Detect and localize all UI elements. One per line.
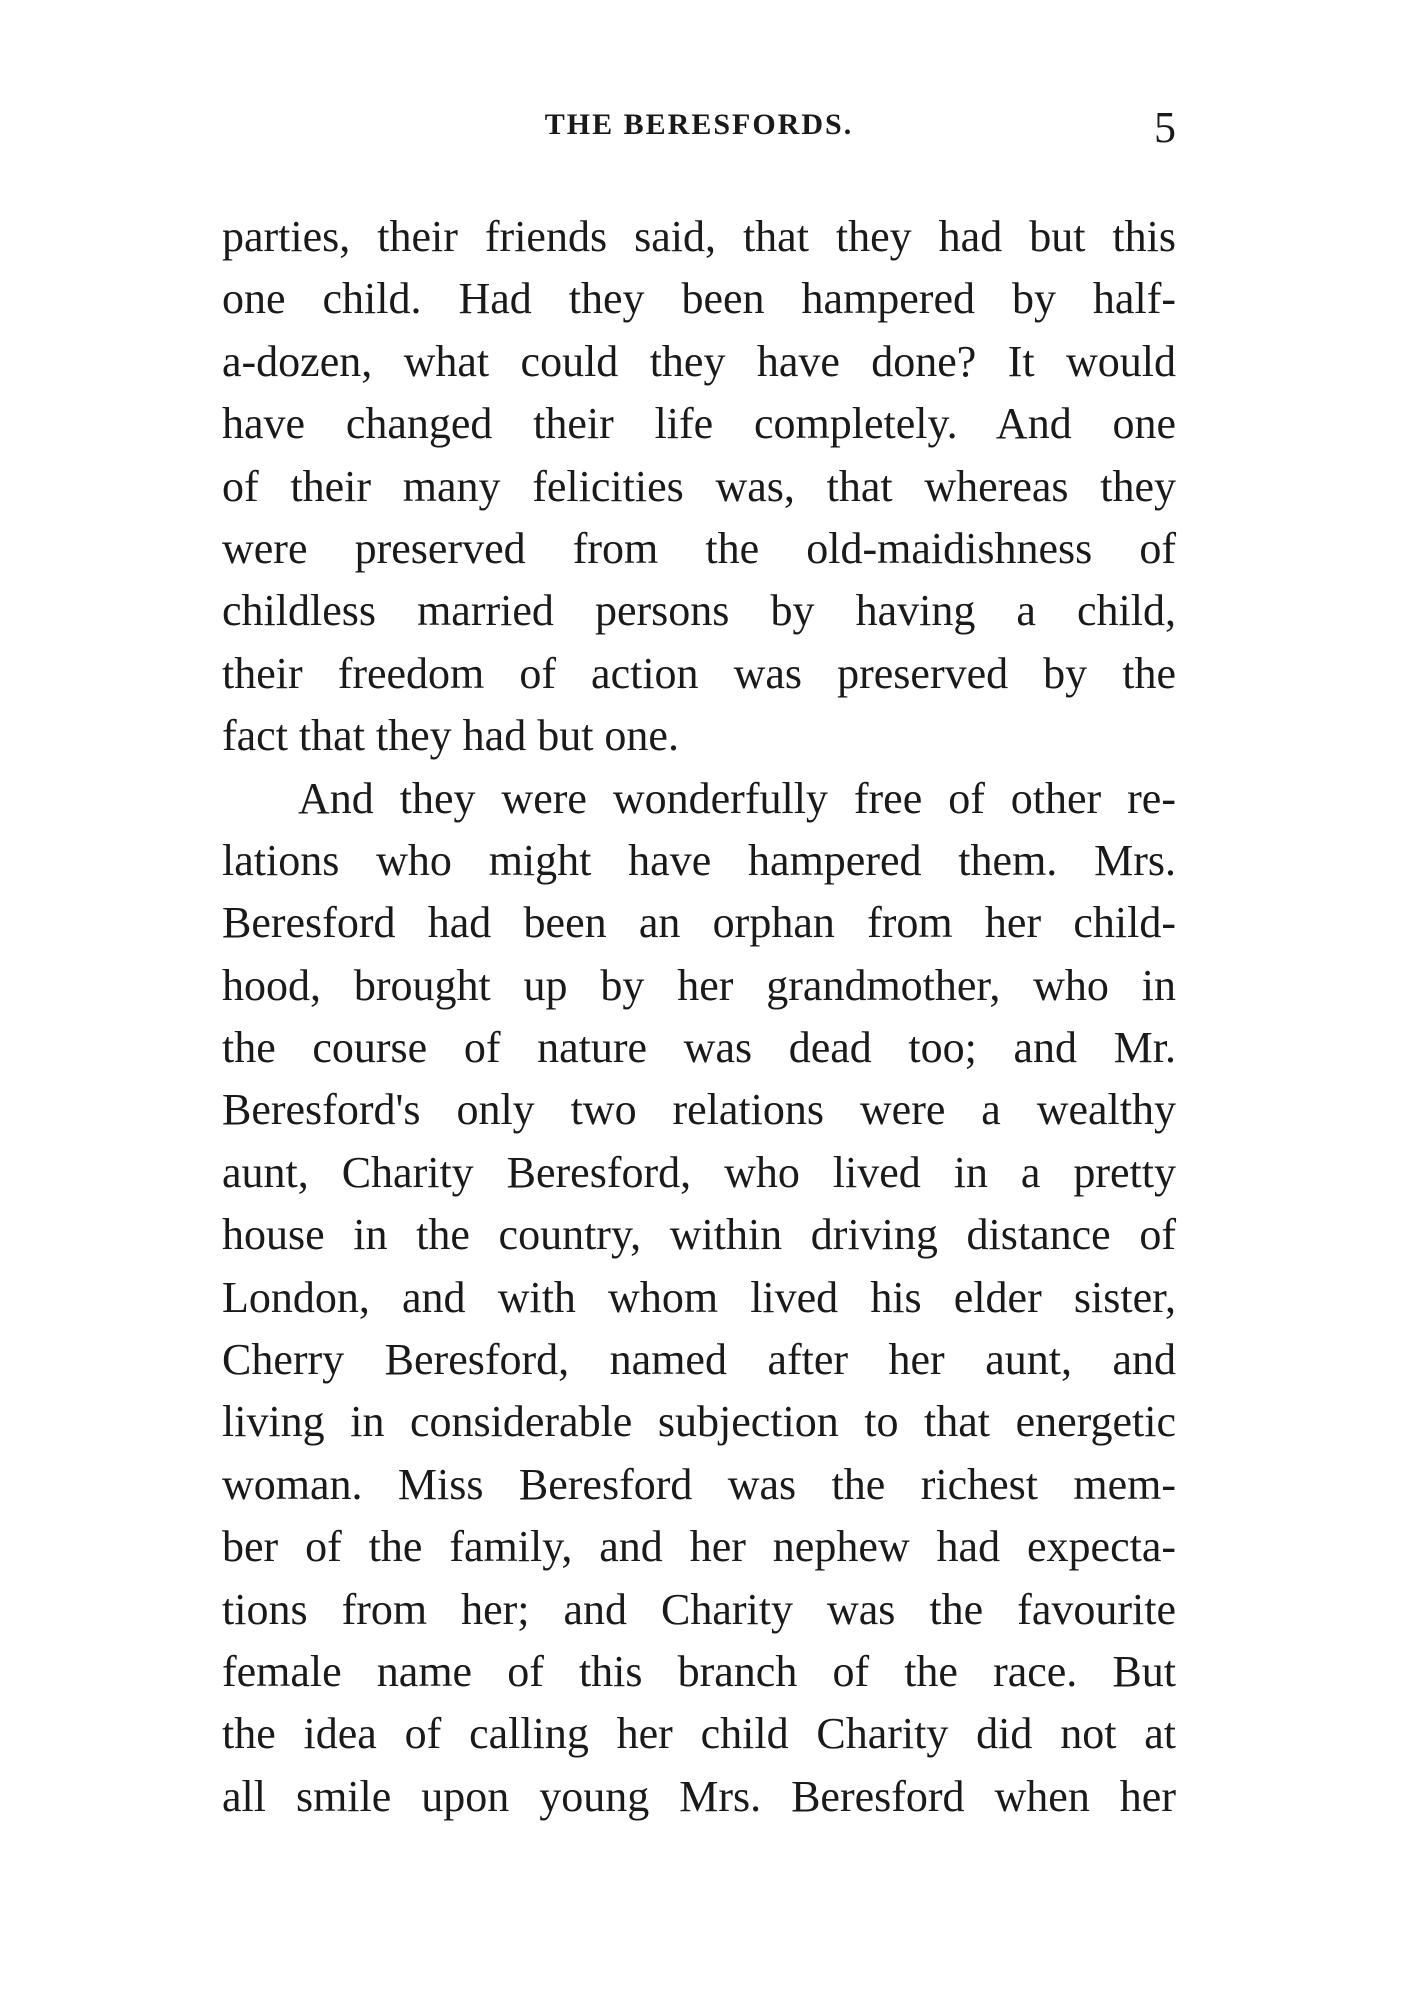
text-line: childless married persons by having a child, [222, 586, 1176, 636]
running-head: THE BERESFORDS. [544, 108, 854, 141]
text-line: house in the country, within driving distance of [222, 1210, 1176, 1260]
text-line: their freedom of action was preserved by the [222, 648, 1176, 698]
text-line: And they were wonderfully free of other re- [298, 773, 1176, 823]
page-header [222, 103, 1176, 158]
text-line: hood, brought up by her grandmother, who in [222, 960, 1176, 1010]
text-line: woman. Miss Beresford was the richest mem- [222, 1459, 1176, 1509]
text-line: Beresford's only two relations were a wealthy [222, 1085, 1176, 1135]
text-line: were preserved from the old-maidishness of [222, 523, 1176, 573]
text-line: Beresford had been an orphan from her child- [222, 898, 1176, 948]
text-line: one child. Had they been hampered by half- [222, 274, 1176, 324]
text-line: a-dozen, what could they have done? It would [222, 336, 1176, 386]
page-number: 5 [1154, 103, 1176, 152]
text-line: fact that they had but one. [222, 711, 679, 761]
text-line: living in considerable subjection to that energetic [222, 1397, 1176, 1447]
text-line: have changed their life completely. And one [222, 399, 1176, 449]
body-text [222, 206, 1176, 1828]
text-line: London, and with whom lived his elder sister, [222, 1272, 1176, 1322]
text-line: of their many felicities was, that whereas they [222, 461, 1176, 511]
text-line: parties, their friends said, that they had but this [222, 212, 1176, 261]
text-line: tions from her; and Charity was the favourite [222, 1584, 1176, 1634]
text-line: Cherry Beresford, named after her aunt, and [222, 1335, 1176, 1385]
text-line: the idea of calling her child Charity did not at [222, 1709, 1176, 1759]
text-line: female name of this branch of the race. But [222, 1646, 1176, 1696]
text-line: all smile upon young Mrs. Beresford when her [222, 1771, 1176, 1821]
text-line: ber of the family, and her nephew had expecta- [222, 1522, 1176, 1572]
text-line: the course of nature was dead too; and Mr. [222, 1023, 1176, 1073]
text-line: lations who might have hampered them. Mrs. [222, 835, 1176, 885]
text-line: aunt, Charity Beresford, who lived in a pretty [222, 1147, 1176, 1197]
